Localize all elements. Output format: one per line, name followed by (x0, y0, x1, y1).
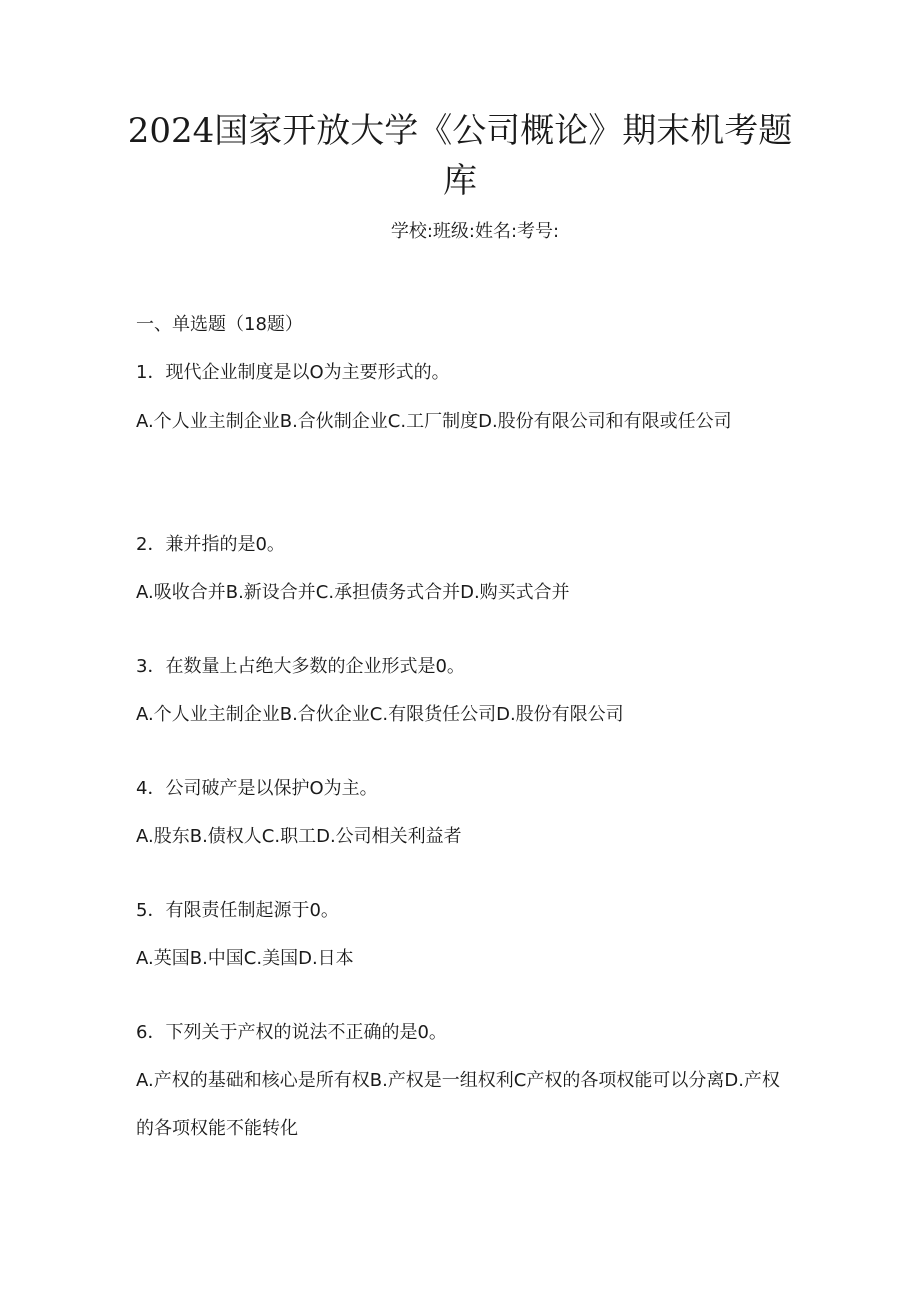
question-options: A.个人业主制企业B.合伙制企业C.工厂制度D.股份有限公司和有限或任公司 (136, 411, 732, 432)
question-stem: 6．下列关于产权的说法不正确的是0。 (136, 1022, 447, 1043)
question-options: A.产权的基础和核心是所有权B.产权是一组权利C产权的各项权能可以分离D.产权的各项权能不能转化 (136, 1070, 780, 1139)
question-stem: 3．在数量上占绝大多数的企业形式是0。 (136, 656, 465, 677)
question-stem: 5．有限责任制起源于0。 (136, 900, 339, 921)
question-options: A.个人业主制企业B.合伙企业C.有限货任公司D.股份有限公司 (136, 704, 624, 725)
question-stem: 4．公司破产是以保护O为主。 (136, 778, 378, 799)
section-heading: 一、单选题（18题） (136, 314, 303, 335)
document-title: 2024国家开放大学《公司概论》期末机考题库 (127, 111, 793, 201)
question-options: A.英国B.中国C.美国D.日本 (136, 948, 354, 969)
question-stem: 2．兼并指的是0。 (136, 534, 285, 555)
question-options: A.股东B.债权人C.职工D.公司相关利益者 (136, 826, 462, 847)
question-options: A.吸收合并B.新设合并C.承担债务式合并D.购买式合并 (136, 582, 570, 603)
question-stem: 1．现代企业制度是以O为主要形式的。 (136, 362, 450, 383)
student-info-line: 学校:班级:姓名:考号: (390, 221, 560, 242)
